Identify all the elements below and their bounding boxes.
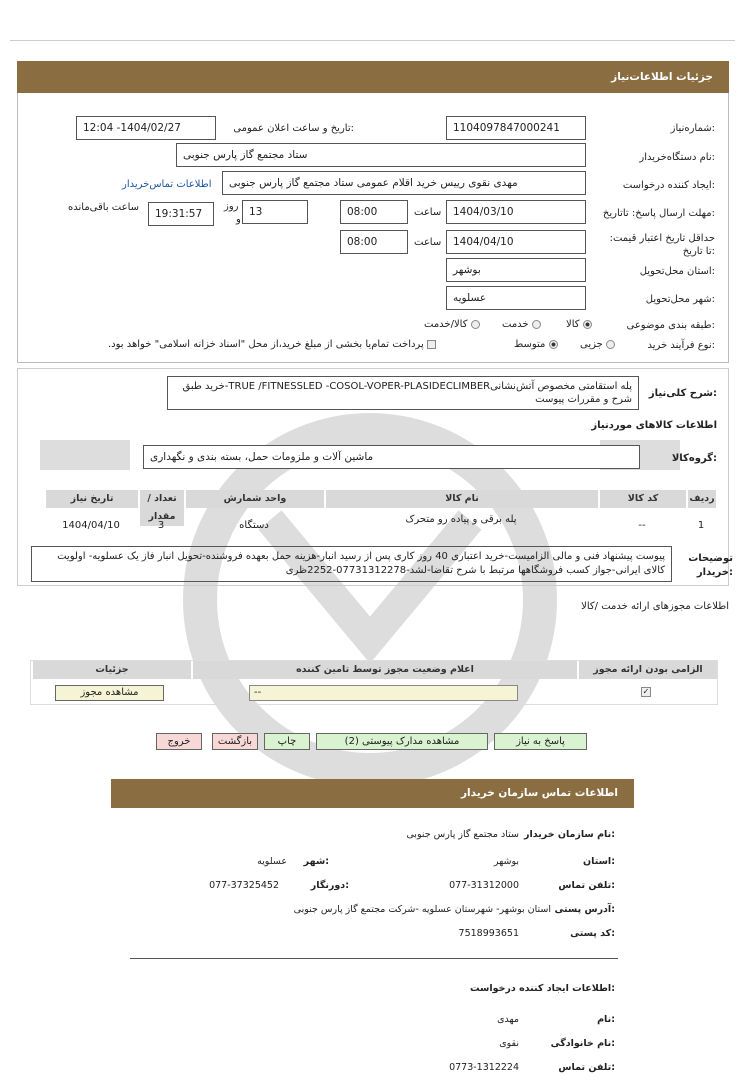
radio-icon bbox=[471, 320, 480, 329]
group-label: گروه‌کالا: bbox=[671, 453, 717, 464]
address-value: استان بوشهر- شهرستان عسلویه -شرکت مجتمع گاز پارس جنوبی bbox=[293, 904, 551, 915]
announce-label: تاریخ و ساعت اعلان عمومی: bbox=[233, 123, 354, 134]
validity-date-field: 1404/04/10 bbox=[446, 230, 586, 254]
address-label: آدرس پستی: bbox=[554, 904, 615, 915]
buyer-contact-link[interactable]: اطلاعات تماس‌خریدار bbox=[122, 179, 212, 190]
details-panel-header: جزئیات اطلاعات‌نیاز bbox=[17, 61, 729, 93]
header-row: ردیف bbox=[686, 490, 716, 508]
table-cell-row: 1 bbox=[697, 520, 705, 531]
summary-label: شرح کلی‌نیاز: bbox=[648, 388, 717, 399]
name-value: مهدی bbox=[497, 1014, 519, 1025]
print-button[interactable]: چاپ bbox=[264, 733, 310, 750]
radio-icon bbox=[532, 320, 541, 329]
buyer-field: ستاد مجتمع گاز پارس جنوبی bbox=[176, 143, 586, 167]
creator-info-title: اطلاعات ایجاد کننده درخواست: bbox=[469, 983, 615, 994]
header-code: کد کالا bbox=[598, 490, 686, 508]
table-cell-name: پله برقی و پیاده رو متحرک bbox=[405, 514, 517, 525]
validity-time-label: ساعت bbox=[414, 237, 442, 248]
contact-divider bbox=[130, 958, 618, 959]
creator-field: مهدی نقوی رییس خرید اقلام عمومی ستاد مجتمع گاز پارس جنوبی bbox=[222, 171, 586, 195]
goods-table bbox=[44, 490, 716, 542]
city-label: شهر محل‌تحویل: bbox=[645, 294, 715, 305]
process-option-medium[interactable]: متوسط bbox=[514, 339, 558, 351]
validity-label: حداقل تاریخ اعتبار قیمت: تا تاریخ: bbox=[609, 233, 715, 257]
permits-label: اطلاعات مجوزهای ارائه خدمت /کالا bbox=[581, 601, 729, 612]
contact-province-label: استان: bbox=[583, 856, 615, 867]
radio-icon bbox=[606, 340, 615, 349]
table-cell-code: -- bbox=[638, 520, 646, 531]
deadline-time-label: ساعت bbox=[414, 207, 442, 218]
postal-value: 7518993651 bbox=[458, 928, 519, 939]
process-label: نوع فرآیند خرید: bbox=[647, 340, 715, 351]
creator-label: ایجاد کننده درخواست: bbox=[622, 180, 715, 191]
contact-phone-label: تلفن تماس: bbox=[558, 880, 615, 891]
summary-field: پله استقامتی مخصوص آتش‌نشانی‌TRUE /FITNESSLED -COSOL-VOPER-PLASIDECLIMBER-خرید طبق شرح و مقررات پیوست bbox=[167, 376, 639, 410]
permit-status-field[interactable]: -- bbox=[249, 685, 518, 701]
fax-label: دورنگار: bbox=[310, 880, 349, 891]
deadline-time-field: 08:00 bbox=[340, 200, 408, 224]
top-divider bbox=[10, 40, 735, 41]
deadline-date-field: 1404/03/10 bbox=[446, 200, 586, 224]
permit-header-required: الزامی بودن ارائه مجوز bbox=[577, 661, 717, 679]
remaining-time-field: 19:31:57 bbox=[148, 202, 214, 226]
org-label: نام سازمان خریدار: bbox=[524, 829, 615, 840]
reply-button[interactable]: پاسخ به نیاز bbox=[494, 733, 587, 750]
attachments-button[interactable]: مشاهده مدارک پیوستی (2) bbox=[316, 733, 488, 750]
org-value: ستاد مجتمع گاز پارس جنوبی bbox=[406, 829, 519, 840]
family-label: نام خانوادگی: bbox=[550, 1038, 615, 1049]
creator-phone-label: تلفن تماس: bbox=[558, 1062, 615, 1073]
days-field: 13 bbox=[242, 200, 308, 224]
header-qty: تعداد / مقدار bbox=[138, 490, 184, 526]
validity-time-field: 08:00 bbox=[340, 230, 408, 254]
payment-checkbox[interactable]: پرداخت تمام‌یا بخشی از مبلغ خرید،از محل "اسناد خزانه اسلامی" خواهد بود. bbox=[108, 339, 436, 351]
creator-phone-value: 0773-1312224 bbox=[449, 1062, 519, 1073]
notes-label: توضیحات خریدار: bbox=[688, 553, 733, 578]
contact-city-value: عسلویه bbox=[257, 856, 287, 867]
remaining-label: ساعت باقی‌مانده bbox=[68, 202, 140, 213]
province-field: بوشهر bbox=[446, 258, 586, 282]
category-option-goods[interactable]: کالا bbox=[566, 319, 592, 331]
back-button[interactable]: بازگشت bbox=[212, 733, 258, 750]
permit-header-details: جزئیات bbox=[31, 661, 191, 679]
checkbox-icon bbox=[427, 340, 436, 349]
view-permit-button[interactable]: مشاهده مجوز bbox=[55, 685, 164, 701]
province-label: استان محل‌تحویل: bbox=[639, 266, 715, 277]
contact-city-label: شهر: bbox=[303, 856, 329, 867]
permits-table bbox=[30, 660, 718, 705]
category-option-service[interactable]: خدمت bbox=[502, 319, 541, 331]
city-field: عسلویه bbox=[446, 286, 586, 310]
checkmark-icon: ✓ bbox=[642, 687, 650, 696]
fax-value: 077-37325452 bbox=[209, 880, 279, 891]
permit-header-status: اعلام وضعیت مجوز توسط تامین کننده bbox=[191, 661, 577, 679]
contact-phone-value: 077-31312000 bbox=[449, 880, 519, 891]
days-suffix: و bbox=[236, 214, 241, 225]
table-cell-unit: دستگاه bbox=[239, 520, 269, 531]
announce-field: 1404/02/27- 12:04 bbox=[76, 116, 216, 140]
process-option-minor[interactable]: جزیی bbox=[580, 339, 615, 351]
table-cell-qty: 3 bbox=[157, 520, 165, 531]
header-unit: واحد شمارش bbox=[184, 490, 324, 508]
notes-field: پیوست پیشنهاد فنی و مالی الزامیست-خرید اعتباری 40 روز کاری پس از رسید انبار-هزینه حمل بعهده فروشنده-تحویل انبار فاز یک عسلویه- اولویت کالای ایرانی-جواز کسب فروشگاهها مرتبط با شرح تقاضا-لشد-07731312278-2252ظری bbox=[31, 546, 672, 582]
days-label: روز bbox=[224, 201, 239, 212]
category-label: طبقه بندی موضوعی: bbox=[626, 320, 715, 331]
header-date: تاریخ نیاز bbox=[44, 490, 138, 508]
goods-info-label: اطلاعات کالاهای موردنیاز bbox=[591, 420, 717, 431]
radio-selected-icon bbox=[549, 340, 558, 349]
deadline-label: مهلت ارسال پاسخ: تاتاریخ: bbox=[602, 208, 715, 219]
table-cell-date: 1404/04/10 bbox=[62, 520, 120, 531]
category-option-both[interactable]: کالا/خدمت bbox=[424, 319, 480, 331]
postal-label: کد پستی: bbox=[570, 928, 615, 939]
buyer-label: نام دستگاه‌خریدار: bbox=[639, 152, 715, 163]
contact-header: اطلاعات تماس سازمان خریدار bbox=[111, 779, 634, 808]
family-value: نقوی bbox=[499, 1038, 519, 1049]
name-label: نام: bbox=[597, 1014, 615, 1025]
need-number-field: 1104097847000241 bbox=[446, 116, 586, 140]
exit-button[interactable]: خروج bbox=[156, 733, 202, 750]
contact-province-value: بوشهر bbox=[493, 856, 519, 867]
group-field: ماشین آلات و ملزومات حمل، بسته بندی و نگهداری bbox=[143, 445, 640, 469]
permit-required-checkbox bbox=[641, 687, 651, 698]
radio-selected-icon bbox=[583, 320, 592, 329]
need-number-label: شماره‌نیاز: bbox=[670, 123, 715, 134]
header-name: نام کالا bbox=[324, 490, 598, 508]
